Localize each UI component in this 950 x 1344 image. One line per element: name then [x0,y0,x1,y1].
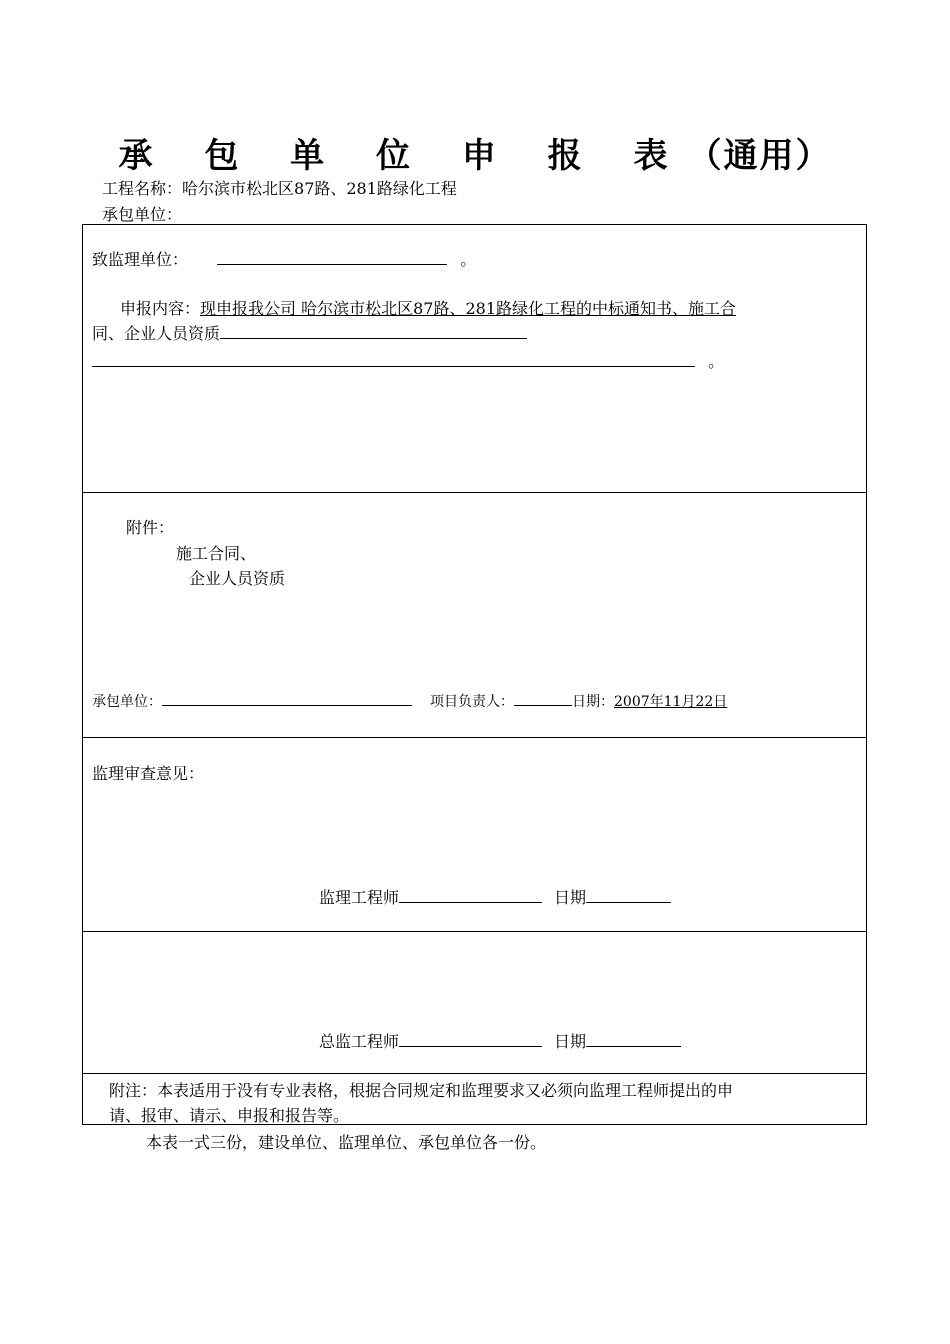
review-signature-line [319,885,671,908]
chief-signature-line [319,1029,681,1052]
content-line-1 [120,296,736,319]
content-end-mark: 。 [708,352,725,371]
attachment-item: 施工合同、 [176,544,257,563]
chief-date-label: 日期 [554,1032,587,1051]
review-date-blank[interactable] [586,888,671,903]
attachment-item: 企业人员资质 [189,569,286,588]
manager-label: 项目负责人： [430,694,514,710]
content-blank-2[interactable] [220,324,527,339]
page-title [0,128,950,177]
review-label: 监理审查意见： [92,764,205,783]
content-label: 申报内容： [120,299,201,318]
title-main: 承 包 单 位 申 报 表 [118,136,688,176]
content-line-3 [92,349,724,372]
project-label: 工程名称： [102,179,183,198]
note-line-2: 请、报审、请示、申报和报告等。 [109,1106,350,1125]
attach-contractor-blank[interactable] [162,691,412,706]
contractor-line [102,202,182,225]
chief-engineer-blank[interactable] [399,1032,542,1047]
supervisor-unit-blank[interactable] [217,250,447,265]
row-divider [82,1073,867,1074]
attach-contractor-label: 承包单位： [92,694,162,710]
copies-note: 本表一式三份，建设单位、监理单位、承包单位各一份。 [146,1133,547,1152]
title-suffix: （通用） [687,136,832,176]
project-name: 哈尔滨市松北区87路、281路绿化工程 [182,179,457,198]
content-line-2 [92,321,527,344]
attachments-label: 附件： [126,518,175,537]
attach-signature-line [92,691,727,711]
content-text-2: 同、企业人员资质 [92,324,221,343]
row-divider [82,492,867,493]
attach-date-label: 日期： [572,694,614,710]
chief-engineer-label: 总监工程师 [319,1032,400,1051]
project-name-line [102,176,457,199]
row-divider [82,931,867,932]
row-divider [82,737,867,738]
review-date-label: 日期 [554,888,587,907]
contractor-label: 承包单位： [102,205,183,224]
to-supervisor-line [92,247,476,270]
content-text-1: 现申报我公司 哈尔滨市松北区87路、281路绿化工程的中标通知书、施工合 [200,299,737,318]
manager-blank[interactable] [514,691,572,706]
to-end-mark: 。 [460,250,477,269]
engineer-blank[interactable] [399,888,542,903]
attach-date-value: 2007年11月22日 [614,694,728,710]
content-blank-3[interactable] [92,352,695,367]
note-line-1: 附注：本表适用于没有专业表格，根据合同规定和监理要求又必须向监理工程师提出的申 [109,1081,734,1100]
to-label: 致监理单位： [92,250,189,269]
chief-date-blank[interactable] [586,1032,681,1047]
engineer-label: 监理工程师 [319,888,400,907]
